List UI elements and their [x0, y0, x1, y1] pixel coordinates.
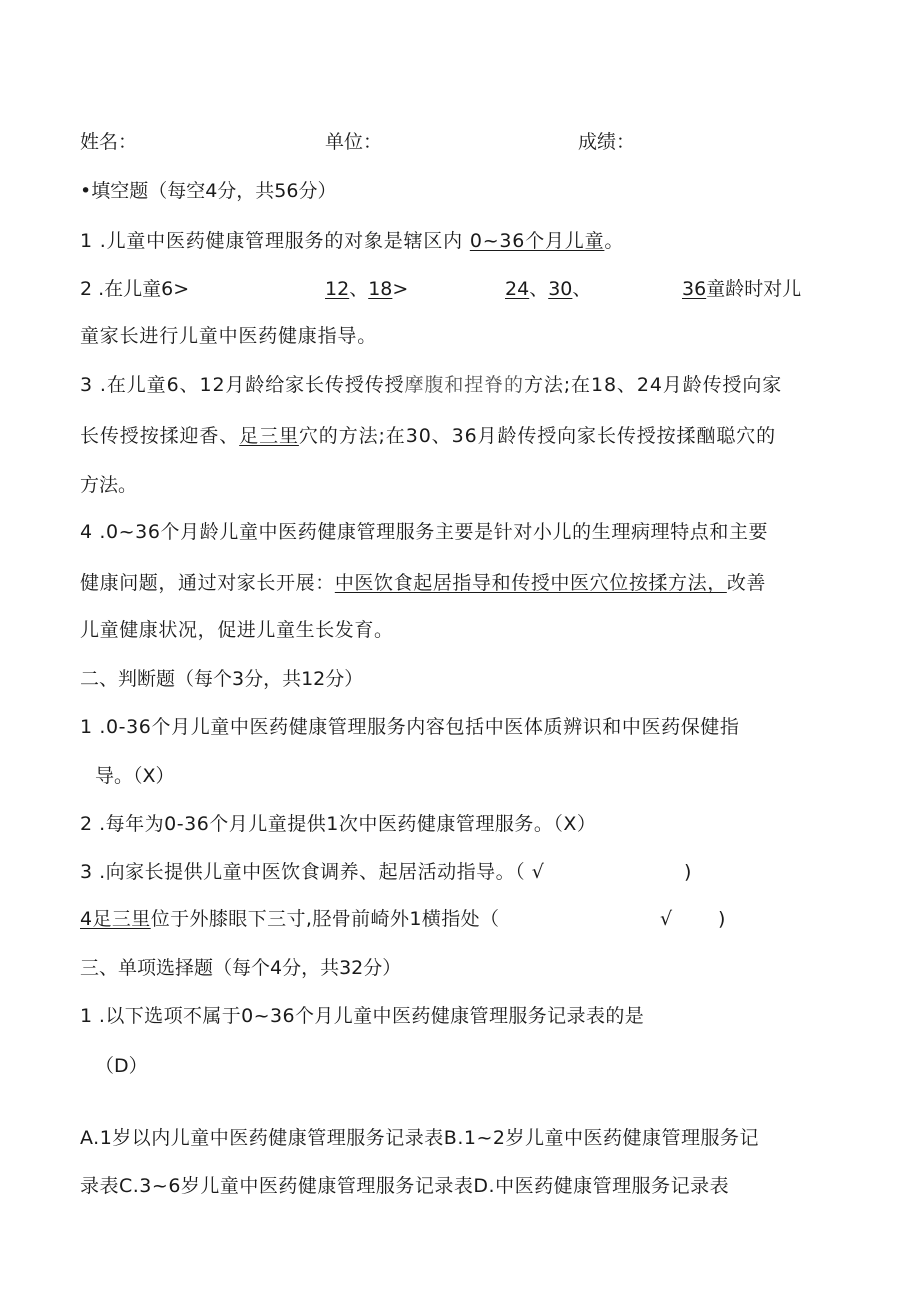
s1-question-2-line2: 童家长进行儿童中医药健康指导。: [80, 325, 378, 347]
s1-question-3-line1: 3 .在儿童6、12月龄给家长传授传授摩腹和捏脊的方法;在18、24月龄传授向家: [80, 374, 783, 396]
answer-blank: 0~36个月儿童: [469, 230, 605, 252]
s3-question-1: 1 .以下选项不属于0~36个月儿童中医药健康管理服务记录表的是: [80, 1005, 645, 1027]
s1-question-3-line3: 方法。: [80, 474, 138, 496]
s1-question-1: 1 .儿童中医药健康管理服务的对象是辖区内 0~36个月儿童。: [80, 230, 625, 252]
unit-label: 单位：: [325, 131, 383, 153]
s1-question-2-start: 2 .在儿童6>: [80, 278, 190, 300]
name-label: 姓名：: [80, 131, 138, 153]
s1-question-4-line3: 儿童健康状况，促进儿童生长发育。: [80, 619, 394, 641]
section2-title: 二、判断题（每个3分，共12分）: [80, 668, 364, 690]
section1-title: •填空题（每空4分，共56分）: [80, 180, 337, 202]
s2-question-3-close: ): [684, 861, 692, 883]
s1-question-4-line1: 4 .0~36个月龄儿童中医药健康管理服务主要是针对小儿的生理病理特点和主要: [80, 521, 769, 543]
s2-question-2: 2 .每年为0-36个月儿童提供1次中医药健康管理服务。（X）: [80, 813, 597, 835]
s2-question-1-line1: 1 .0-36个月儿童中医药健康管理服务内容包括中医体质辨识和中医药保健指: [80, 716, 740, 738]
s3-question-1-options-line1: A.1岁以内儿童中医药健康管理服务记录表B.1~2岁儿童中医药健康管理服务记: [80, 1127, 759, 1149]
score-label: 成绩：: [578, 131, 636, 153]
s1-question-2-blanks-a: 12、18>: [325, 278, 409, 300]
s2-question-3: 3 .向家长提供儿童中医饮食调养、起居活动指导。（ √: [80, 861, 545, 883]
s3-question-1-options-line2: 录表C.3~6岁儿童中医药健康管理服务记录表D.中医药健康管理服务记录表: [80, 1175, 730, 1197]
s2-question-4: 4足三里位于外膝眼下三寸,胫骨前崎外1横指处（: [80, 908, 500, 930]
s1-question-2-blanks-b: 24、30、: [505, 278, 592, 300]
s1-question-4-line2: 健康问题，通过对家长开展：中医饮食起居指导和传授中医穴位按揉方法，改善: [80, 572, 767, 594]
s2-question-4-close: ): [718, 908, 726, 930]
s1-question-3-line2: 长传授按揉迎香、足三里穴的方法;在30、36月龄传授向家长传授按揉酗聪穴的: [80, 425, 777, 447]
s3-question-1-answer: （D）: [95, 1055, 148, 1077]
section3-title: 三、单项选择题（每个4分，共32分）: [80, 957, 402, 979]
s1-question-2-end: 36童龄时对儿: [682, 278, 802, 300]
s2-question-1-line2: 导。（X）: [95, 765, 175, 787]
s2-question-4-mark: √: [660, 908, 673, 930]
